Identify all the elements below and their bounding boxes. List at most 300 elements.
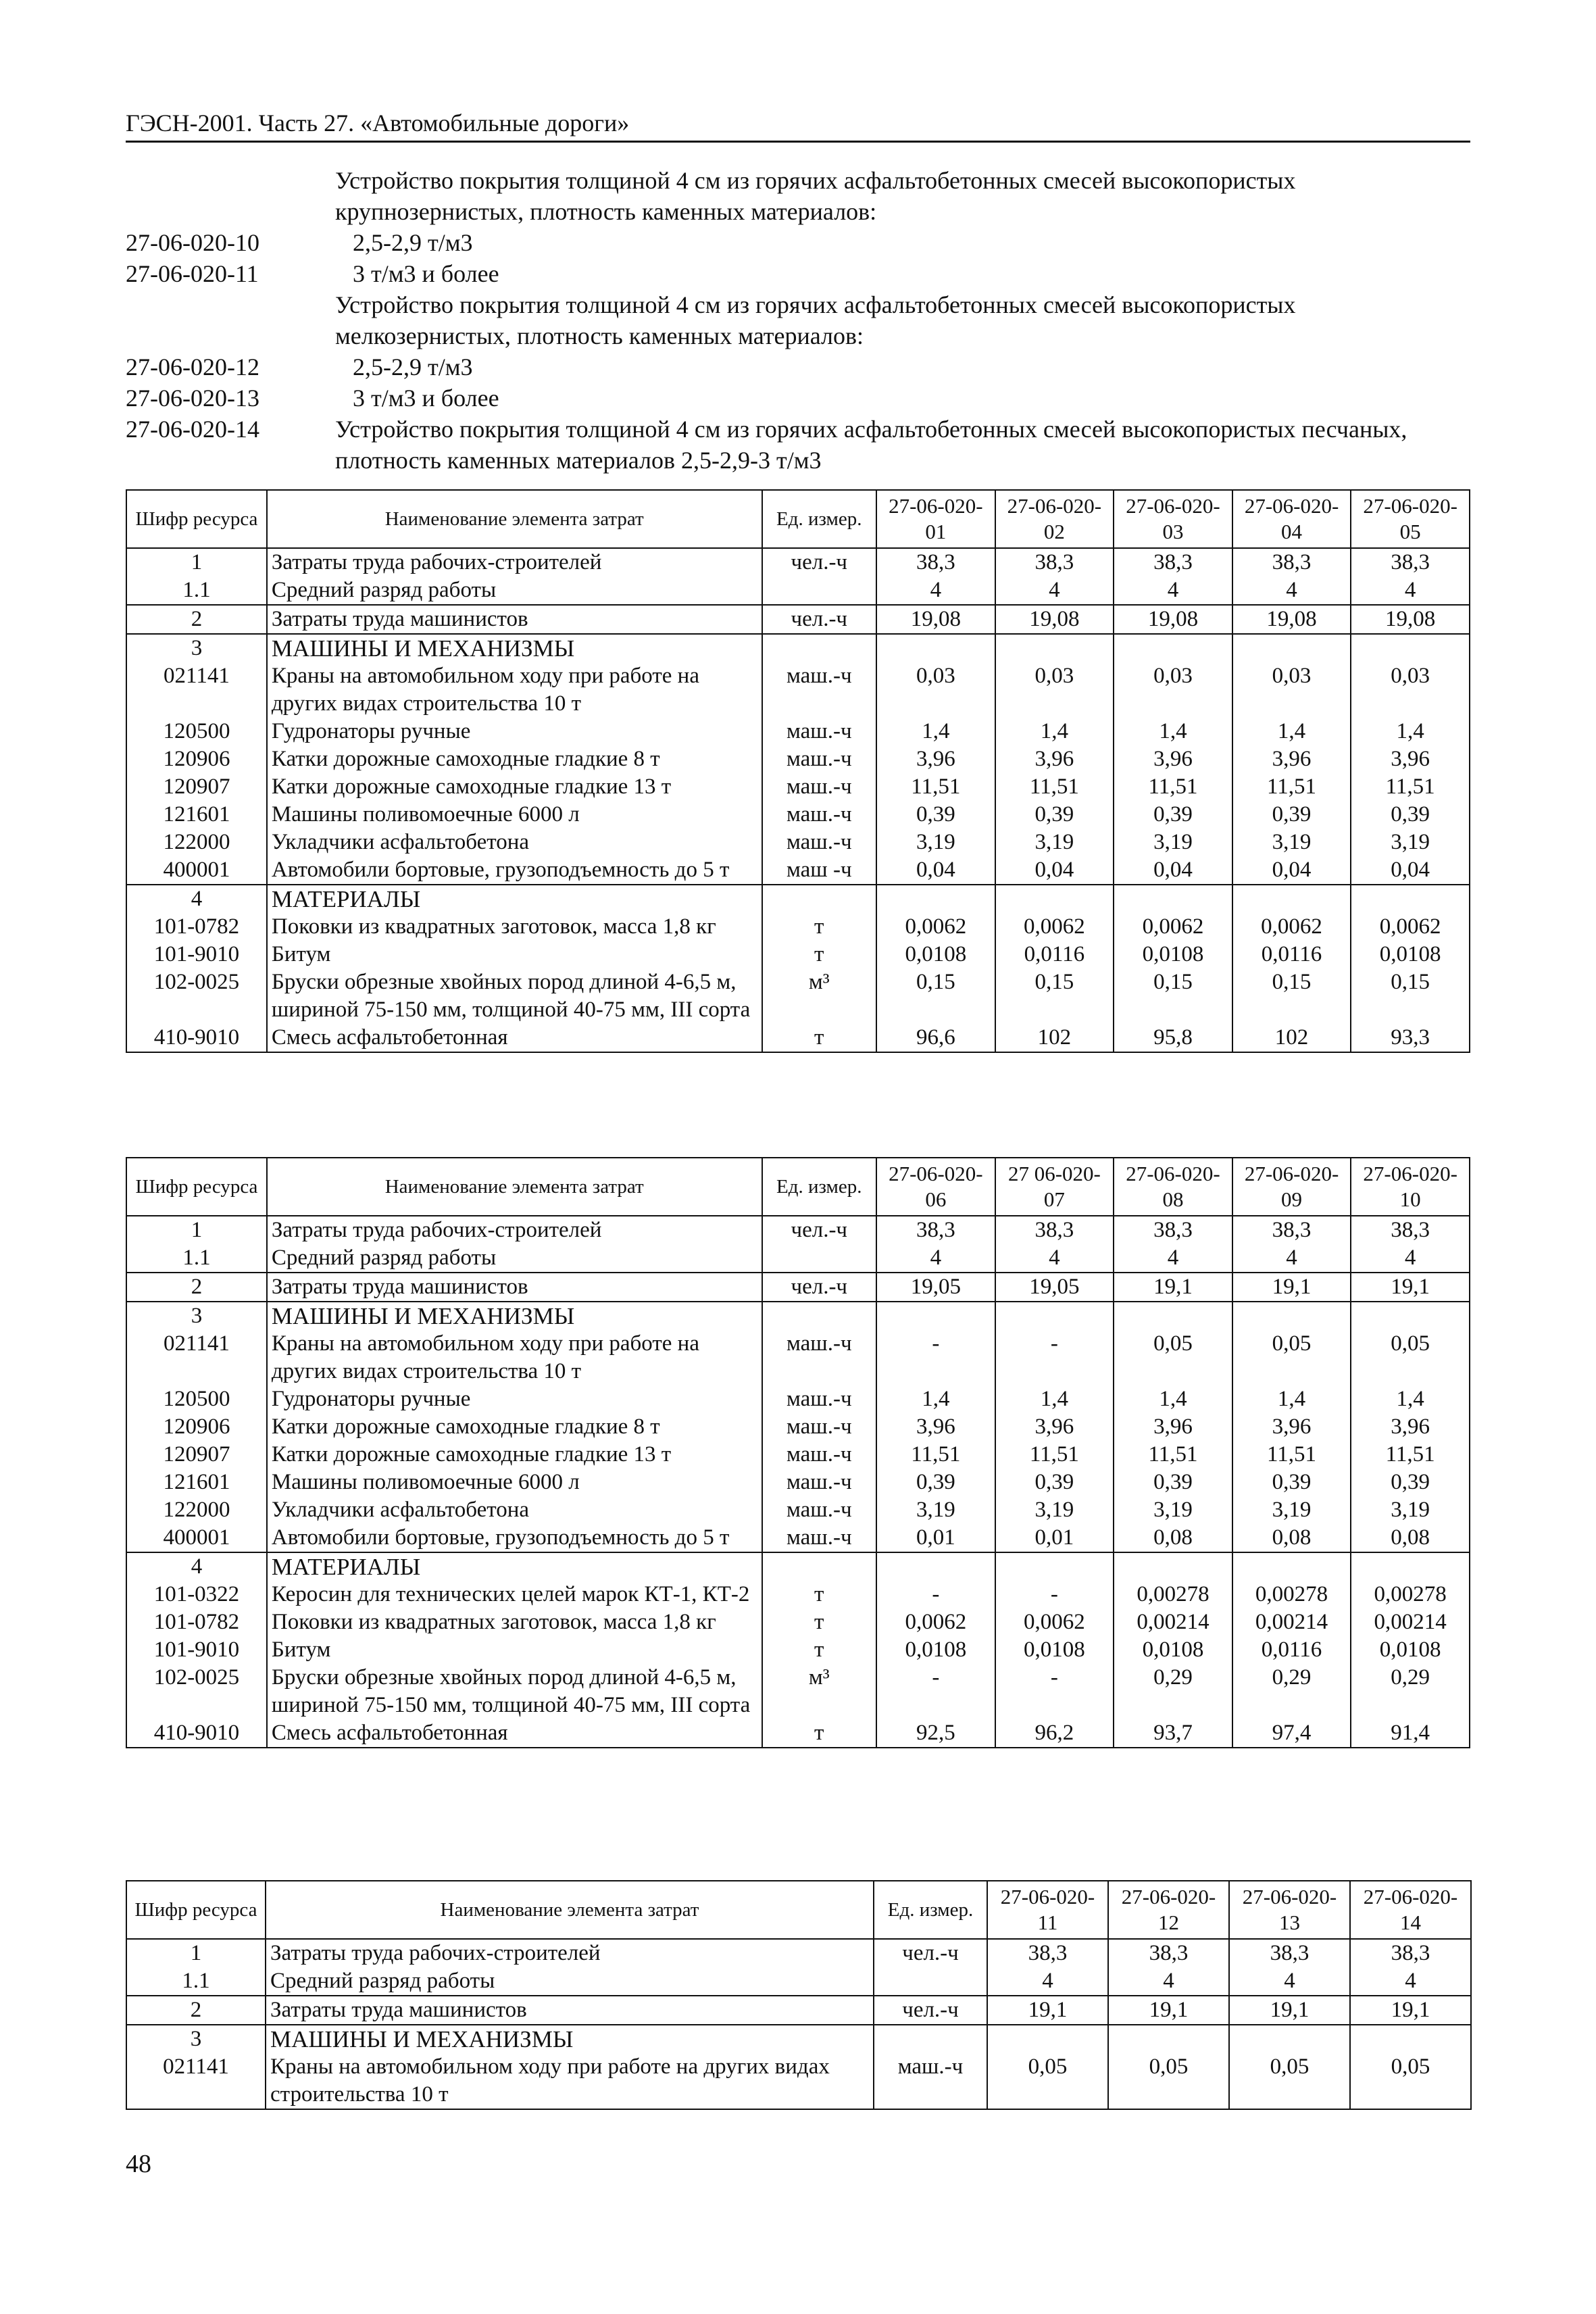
value-cell: - xyxy=(876,1664,995,1719)
unit: маш.-ч xyxy=(762,1385,877,1413)
resource-code: 120906 xyxy=(126,745,267,773)
value-cell: 0,03 xyxy=(876,662,995,718)
value-cell: 38,3 xyxy=(995,548,1114,576)
cost-element-name: Гудронаторы ручные xyxy=(267,1385,762,1413)
value-cell: 38,3 xyxy=(1232,548,1351,576)
value-cell: 4 xyxy=(1108,1967,1229,1996)
value-cell: 0,05 xyxy=(1351,1330,1470,1385)
table-header-row xyxy=(126,490,1470,548)
value-cell: 93,3 xyxy=(1351,1024,1470,1052)
cost-element-name: Затраты труда рабочих-строителей xyxy=(266,1939,874,1967)
unit: маш.-ч xyxy=(762,662,877,718)
value-cell xyxy=(987,2025,1108,2053)
unit: т xyxy=(762,1608,877,1636)
resource-code: 102-0025 xyxy=(126,1664,267,1719)
value-cell xyxy=(1232,1552,1351,1581)
header-norm-code: 27-06-020-05 xyxy=(1351,490,1470,548)
value-cell: - xyxy=(995,1330,1114,1385)
value-cell xyxy=(1114,1302,1232,1330)
value-cell: 38,3 xyxy=(1229,1939,1350,1967)
unit: т xyxy=(762,1024,877,1052)
cost-element-name: Гудронаторы ручные xyxy=(267,718,762,745)
norm-description: Устройство покрытия толщиной 4 см из горячих асфальтобетонных смесей высокопористых крупнозернистых, плотность каменных материалов: xyxy=(335,167,1296,225)
table-row xyxy=(126,1024,1470,1052)
resource-code: 101-0782 xyxy=(126,1608,267,1636)
value-cell xyxy=(876,634,995,662)
resource-code: 122000 xyxy=(126,1496,267,1524)
value-cell xyxy=(995,634,1114,662)
value-cell: 3,19 xyxy=(1232,1496,1351,1524)
header-code: Шифр ресурса xyxy=(126,490,267,548)
value-cell: 0,05 xyxy=(1114,1330,1232,1385)
header-norm-code: 27-06-020-02 xyxy=(995,490,1114,548)
value-cell: 11,51 xyxy=(1114,773,1232,801)
cost-element-name: МАШИНЫ И МЕХАНИЗМЫ xyxy=(266,2025,874,2053)
table-row xyxy=(126,801,1470,829)
cost-element-name: Бруски обрезные хвойных пород длиной 4-6,5 м, шириной 75-150 мм, толщиной 40-75 мм, III сорта xyxy=(267,968,762,1024)
resource-code: 1 xyxy=(126,1216,267,1244)
unit: м³ xyxy=(762,968,877,1024)
value-cell: 38,3 xyxy=(987,1939,1108,1967)
table-row xyxy=(126,1496,1470,1524)
norm-description: 3 т/м3 и более xyxy=(353,260,499,287)
value-cell xyxy=(1350,2025,1471,2053)
norm-title-row xyxy=(126,289,1470,351)
header-norm-code: 27 06-020-07 xyxy=(995,1158,1114,1216)
value-cell: 0,0062 xyxy=(876,1608,995,1636)
value-cell: 0,0108 xyxy=(1114,1636,1232,1664)
unit xyxy=(762,885,877,913)
value-cell: 0,0062 xyxy=(1351,913,1470,941)
cost-element-name: Машины поливомоечные 6000 л xyxy=(267,801,762,829)
resource-code: 101-9010 xyxy=(126,1636,267,1664)
resource-code: 400001 xyxy=(126,856,267,885)
value-cell xyxy=(1232,885,1351,913)
value-cell: 4 xyxy=(987,1967,1108,1996)
value-cell xyxy=(995,885,1114,913)
cost-element-name: Укладчики асфальтобетона xyxy=(267,829,762,856)
norm-description: 2,5-2,9 т/м3 xyxy=(353,229,473,256)
resource-code: 410-9010 xyxy=(126,1024,267,1052)
value-cell: 0,05 xyxy=(987,2053,1108,2109)
cost-element-name: Средний разряд работы xyxy=(267,1244,762,1273)
value-cell: 38,3 xyxy=(1114,548,1232,576)
resource-code: 021141 xyxy=(126,1330,267,1385)
value-cell: 3,96 xyxy=(1114,1413,1232,1441)
value-cell: 1,4 xyxy=(1114,1385,1232,1413)
unit: чел.-ч xyxy=(874,1996,987,2025)
cost-element-name: Краны на автомобильном ходу при работе на других видах строительства 10 т xyxy=(267,1330,762,1385)
value-cell: 0,00214 xyxy=(1232,1608,1351,1636)
unit xyxy=(762,1552,877,1581)
value-cell: 38,3 xyxy=(1232,1216,1351,1244)
value-cell: 4 xyxy=(876,576,995,605)
value-cell: 0,01 xyxy=(995,1524,1114,1552)
resource-code: 122000 xyxy=(126,829,267,856)
value-cell xyxy=(1351,1302,1470,1330)
value-cell: 0,39 xyxy=(1351,1469,1470,1496)
value-cell: 1,4 xyxy=(876,718,995,745)
value-cell: 3,19 xyxy=(1114,1496,1232,1524)
header-norm-code: 27-06-020-01 xyxy=(876,490,995,548)
resource-code: 1.1 xyxy=(126,1967,266,1996)
cost-element-name: Затраты труда машинистов xyxy=(267,1273,762,1302)
unit xyxy=(762,634,877,662)
unit: маш.-ч xyxy=(762,1330,877,1385)
resource-code: 3 xyxy=(126,634,267,662)
cost-element-name: Катки дорожные самоходные гладкие 8 т xyxy=(267,745,762,773)
value-cell: 0,00214 xyxy=(1114,1608,1232,1636)
resource-code: 2 xyxy=(126,1996,266,2025)
value-cell: 0,05 xyxy=(1108,2053,1229,2109)
unit xyxy=(762,1244,877,1273)
value-cell: 3,96 xyxy=(995,1413,1114,1441)
norm-title-row xyxy=(126,165,1470,227)
table-row xyxy=(126,662,1470,718)
cost-element-name: Укладчики асфальтобетона xyxy=(267,1496,762,1524)
value-cell: 97,4 xyxy=(1232,1719,1351,1748)
value-cell: 0,0108 xyxy=(1114,941,1232,968)
value-cell: - xyxy=(995,1581,1114,1608)
value-cell: 0,39 xyxy=(1351,801,1470,829)
value-cell: 4 xyxy=(876,1244,995,1273)
table-row xyxy=(126,1330,1470,1385)
value-cell: 4 xyxy=(1114,1244,1232,1273)
resource-code: 120500 xyxy=(126,1385,267,1413)
resource-code: 1 xyxy=(126,1939,266,1967)
value-cell: 96,2 xyxy=(995,1719,1114,1748)
value-cell: 0,0108 xyxy=(876,1636,995,1664)
resource-code: 4 xyxy=(126,885,267,913)
value-cell: 3,96 xyxy=(1114,745,1232,773)
resource-code: 021141 xyxy=(126,662,267,718)
resource-code: 021141 xyxy=(126,2053,266,2109)
value-cell: 0,00278 xyxy=(1232,1581,1351,1608)
norm-description: Устройство покрытия толщиной 4 см из горячих асфальтобетонных смесей высокопористых мелкозернистых, плотность каменных материалов: xyxy=(335,291,1296,349)
header-name: Наименование элемента затрат xyxy=(267,1158,762,1216)
norm-description: Устройство покрытия толщиной 4 см из горячих асфальтобетонных смесей высокопористых песчаных, плотность каменных материалов 2,5-2,9-3 т/м3 xyxy=(335,416,1407,474)
table-row xyxy=(126,1469,1470,1496)
value-cell: 0,0108 xyxy=(876,941,995,968)
norm-code xyxy=(126,289,335,351)
table-row xyxy=(126,773,1470,801)
value-cell: 1,4 xyxy=(1351,1385,1470,1413)
table-row xyxy=(126,1967,1471,1996)
cost-element-name: Средний разряд работы xyxy=(266,1967,874,1996)
value-cell: 3,96 xyxy=(1232,1413,1351,1441)
cost-element-name: Затраты труда рабочих-строителей xyxy=(267,1216,762,1244)
table-row xyxy=(126,576,1470,605)
norm-code: 27-06-020-10 xyxy=(126,229,259,256)
value-cell: 19,1 xyxy=(1229,1996,1350,2025)
norm-code: 27-06-020-11 xyxy=(126,260,259,287)
value-cell: - xyxy=(876,1581,995,1608)
resource-code: 3 xyxy=(126,1302,267,1330)
value-cell: 4 xyxy=(1351,1244,1470,1273)
cost-element-name: Смесь асфальтобетонная xyxy=(267,1719,762,1748)
unit: чел.-ч xyxy=(874,1939,987,1967)
resource-code: 1 xyxy=(126,548,267,576)
cost-element-name: Смесь асфальтобетонная xyxy=(267,1024,762,1052)
unit: маш.-ч xyxy=(762,718,877,745)
table-row xyxy=(126,913,1470,941)
value-cell: 4 xyxy=(1232,576,1351,605)
norms-table-3 xyxy=(126,1880,1472,2110)
table-header-row xyxy=(126,1158,1470,1216)
cost-element-name: Бруски обрезные хвойных пород длиной 4-6,5 м, шириной 75-150 мм, толщиной 40-75 мм, III сорта xyxy=(267,1664,762,1719)
value-cell: 19,08 xyxy=(1114,605,1232,634)
value-cell: 11,51 xyxy=(995,773,1114,801)
value-cell xyxy=(1232,634,1351,662)
header-norm-code: 27-06-020-12 xyxy=(1108,1881,1229,1939)
value-cell: 0,00214 xyxy=(1351,1608,1470,1636)
value-cell: 0,03 xyxy=(995,662,1114,718)
value-cell: 3,19 xyxy=(1232,829,1351,856)
value-cell: 0,04 xyxy=(995,856,1114,885)
value-cell: 0,00278 xyxy=(1114,1581,1232,1608)
cost-element-name: Краны на автомобильном ходу при работе на других видах строительства 10 т xyxy=(266,2053,874,2109)
norms-table-2 xyxy=(126,1157,1470,1748)
table-row xyxy=(126,1608,1470,1636)
section-row xyxy=(126,2025,1471,2053)
header-norm-code: 27-06-020-13 xyxy=(1229,1881,1350,1939)
unit xyxy=(762,1302,877,1330)
value-cell xyxy=(1351,885,1470,913)
resource-code: 120500 xyxy=(126,718,267,745)
section-row xyxy=(126,634,1470,662)
value-cell xyxy=(995,1302,1114,1330)
header-norm-code: 27-06-020-06 xyxy=(876,1158,995,1216)
value-cell: 0,15 xyxy=(876,968,995,1024)
cost-element-name: Машины поливомоечные 6000 л xyxy=(267,1469,762,1496)
value-cell: 3,19 xyxy=(876,829,995,856)
table-row xyxy=(126,548,1470,576)
value-cell: 0,15 xyxy=(995,968,1114,1024)
value-cell: 0,05 xyxy=(1350,2053,1471,2109)
value-cell: 19,08 xyxy=(876,605,995,634)
table-row xyxy=(126,1581,1470,1608)
table-row xyxy=(126,1996,1471,2025)
value-cell: 0,03 xyxy=(1351,662,1470,718)
norm-code xyxy=(126,165,335,227)
value-cell: 1,4 xyxy=(1232,1385,1351,1413)
table-row xyxy=(126,1216,1470,1244)
cost-element-name: Затраты труда машинистов xyxy=(267,605,762,634)
value-cell: 11,51 xyxy=(1351,773,1470,801)
value-cell: 4 xyxy=(995,1244,1114,1273)
cost-element-name: Битум xyxy=(267,941,762,968)
table-row xyxy=(126,1664,1470,1719)
value-cell: 19,05 xyxy=(876,1273,995,1302)
header-norm-code: 27-06-020-08 xyxy=(1114,1158,1232,1216)
cost-element-name: Поковки из квадратных заготовок, масса 1,8 кг xyxy=(267,913,762,941)
value-cell: 11,51 xyxy=(1232,1441,1351,1469)
unit: маш -ч xyxy=(762,856,877,885)
cost-element-name: Затраты труда машинистов xyxy=(266,1996,874,2025)
value-cell: 4 xyxy=(995,576,1114,605)
header-norm-code: 27-06-020-03 xyxy=(1114,490,1232,548)
value-cell: 3,19 xyxy=(1351,1496,1470,1524)
value-cell: 38,3 xyxy=(995,1216,1114,1244)
resource-code: 2 xyxy=(126,605,267,634)
value-cell: 0,29 xyxy=(1351,1664,1470,1719)
unit: т xyxy=(762,1636,877,1664)
value-cell: 1,4 xyxy=(1114,718,1232,745)
unit: чел.-ч xyxy=(762,1216,877,1244)
value-cell xyxy=(995,1552,1114,1581)
value-cell: 38,3 xyxy=(1114,1216,1232,1244)
value-cell: 4 xyxy=(1351,576,1470,605)
resource-code: 1.1 xyxy=(126,576,267,605)
value-cell: 0,39 xyxy=(876,1469,995,1496)
value-cell: 0,04 xyxy=(1351,856,1470,885)
value-cell: 1,4 xyxy=(995,1385,1114,1413)
value-cell: 0,39 xyxy=(1232,1469,1351,1496)
value-cell: 19,05 xyxy=(995,1273,1114,1302)
value-cell: 0,0108 xyxy=(995,1636,1114,1664)
table-row xyxy=(126,941,1470,968)
value-cell: 11,51 xyxy=(876,1441,995,1469)
unit: маш.-ч xyxy=(874,2053,987,2109)
header-norm-code: 27-06-020-14 xyxy=(1350,1881,1471,1939)
value-cell: 19,08 xyxy=(995,605,1114,634)
value-cell xyxy=(1114,634,1232,662)
value-cell: 0,15 xyxy=(1114,968,1232,1024)
value-cell xyxy=(876,1552,995,1581)
value-cell: 0,0062 xyxy=(995,913,1114,941)
unit: маш.-ч xyxy=(762,801,877,829)
value-cell: 19,1 xyxy=(987,1996,1108,2025)
resource-code: 1.1 xyxy=(126,1244,267,1273)
value-cell: 0,0062 xyxy=(1114,913,1232,941)
value-cell: 93,7 xyxy=(1114,1719,1232,1748)
value-cell: 38,3 xyxy=(876,1216,995,1244)
resource-code: 120906 xyxy=(126,1413,267,1441)
value-cell: 0,00278 xyxy=(1351,1581,1470,1608)
norm-title-row xyxy=(126,258,1470,289)
value-cell: 0,03 xyxy=(1232,662,1351,718)
value-cell: 11,51 xyxy=(1232,773,1351,801)
table-row xyxy=(126,1719,1470,1748)
value-cell: 3,19 xyxy=(1351,829,1470,856)
cost-element-name: Керосин для технических целей марок КТ-1, КТ-2 xyxy=(267,1581,762,1608)
value-cell: 102 xyxy=(995,1024,1114,1052)
cost-element-name: Краны на автомобильном ходу при работе на других видах строительства 10 т xyxy=(267,662,762,718)
value-cell: 0,39 xyxy=(995,1469,1114,1496)
section-row xyxy=(126,885,1470,913)
cost-element-name: Затраты труда рабочих-строителей xyxy=(267,548,762,576)
value-cell: 3,96 xyxy=(995,745,1114,773)
value-cell xyxy=(1351,1552,1470,1581)
unit: т xyxy=(762,913,877,941)
norms-table-1 xyxy=(126,489,1470,1053)
value-cell: 1,4 xyxy=(1351,718,1470,745)
value-cell: 0,0062 xyxy=(1232,913,1351,941)
cost-element-name: Автомобили бортовые, грузоподъемность до 5 т xyxy=(267,1524,762,1552)
value-cell: 19,1 xyxy=(1351,1273,1470,1302)
value-cell: 11,51 xyxy=(1351,1441,1470,1469)
table-row xyxy=(126,1244,1470,1273)
norm-titles xyxy=(126,165,1470,476)
value-cell: 19,08 xyxy=(1351,605,1470,634)
norm-code: 27-06-020-14 xyxy=(126,416,259,443)
value-cell xyxy=(1108,2025,1229,2053)
header-code: Шифр ресурса xyxy=(126,1881,266,1939)
unit: маш.-ч xyxy=(762,1469,877,1496)
value-cell: 1,4 xyxy=(1232,718,1351,745)
value-cell: 3,96 xyxy=(876,1413,995,1441)
resource-code: 101-0782 xyxy=(126,913,267,941)
page-number: 48 xyxy=(126,2150,151,2178)
value-cell: 95,8 xyxy=(1114,1024,1232,1052)
table-row xyxy=(126,745,1470,773)
unit: м³ xyxy=(762,1664,877,1719)
value-cell: - xyxy=(995,1664,1114,1719)
value-cell: 38,3 xyxy=(1351,1216,1470,1244)
value-cell: 1,4 xyxy=(995,718,1114,745)
table-row xyxy=(126,1636,1470,1664)
unit: чел.-ч xyxy=(762,605,877,634)
unit: маш.-ч xyxy=(762,829,877,856)
running-header: ГЭСН-2001. Часть 27. «Автомобильные дороги» xyxy=(126,108,1470,143)
cost-element-name: Битум xyxy=(267,1636,762,1664)
value-cell: 0,0062 xyxy=(876,913,995,941)
value-cell: 4 xyxy=(1350,1967,1471,1996)
table-row xyxy=(126,2053,1471,2109)
unit: маш.-ч xyxy=(762,1441,877,1469)
cost-element-name: Катки дорожные самоходные гладкие 8 т xyxy=(267,1413,762,1441)
unit: чел.-ч xyxy=(762,548,877,576)
norm-title-row xyxy=(126,227,1470,258)
value-cell: 0,29 xyxy=(1114,1664,1232,1719)
table-row xyxy=(126,1441,1470,1469)
resource-code: 400001 xyxy=(126,1524,267,1552)
norm-code: 27-06-020-12 xyxy=(126,353,259,380)
value-cell: 3,19 xyxy=(995,1496,1114,1524)
value-cell xyxy=(1114,1552,1232,1581)
cost-element-name: МАТЕРИАЛЫ xyxy=(267,885,762,913)
value-cell xyxy=(1351,634,1470,662)
cost-element-name: Средний разряд работы xyxy=(267,576,762,605)
norm-code: 27-06-020-13 xyxy=(126,385,259,412)
value-cell: 3,19 xyxy=(1114,829,1232,856)
resource-code: 4 xyxy=(126,1552,267,1581)
resource-code: 120907 xyxy=(126,1441,267,1469)
header-unit: Ед. измер. xyxy=(762,490,877,548)
value-cell: 0,08 xyxy=(1114,1524,1232,1552)
value-cell: 19,1 xyxy=(1232,1273,1351,1302)
value-cell: 0,39 xyxy=(1114,1469,1232,1496)
resource-code: 121601 xyxy=(126,801,267,829)
value-cell: 0,05 xyxy=(1229,2053,1350,2109)
value-cell: 0,15 xyxy=(1351,968,1470,1024)
header-norm-code: 27-06-020-04 xyxy=(1232,490,1351,548)
value-cell: 0,03 xyxy=(1114,662,1232,718)
header-norm-code: 27-06-020-11 xyxy=(987,1881,1108,1939)
value-cell xyxy=(1229,2025,1350,2053)
value-cell: 11,51 xyxy=(876,773,995,801)
header-name: Наименование элемента затрат xyxy=(266,1881,874,1939)
unit: т xyxy=(762,1581,877,1608)
norm-title-row xyxy=(126,351,1470,383)
value-cell: 0,0116 xyxy=(995,941,1114,968)
value-cell: 4 xyxy=(1232,1244,1351,1273)
cost-element-name: МАТЕРИАЛЫ xyxy=(267,1552,762,1581)
value-cell: 11,51 xyxy=(1114,1441,1232,1469)
unit xyxy=(874,2025,987,2053)
value-cell: 0,08 xyxy=(1232,1524,1351,1552)
header-name: Наименование элемента затрат xyxy=(267,490,762,548)
